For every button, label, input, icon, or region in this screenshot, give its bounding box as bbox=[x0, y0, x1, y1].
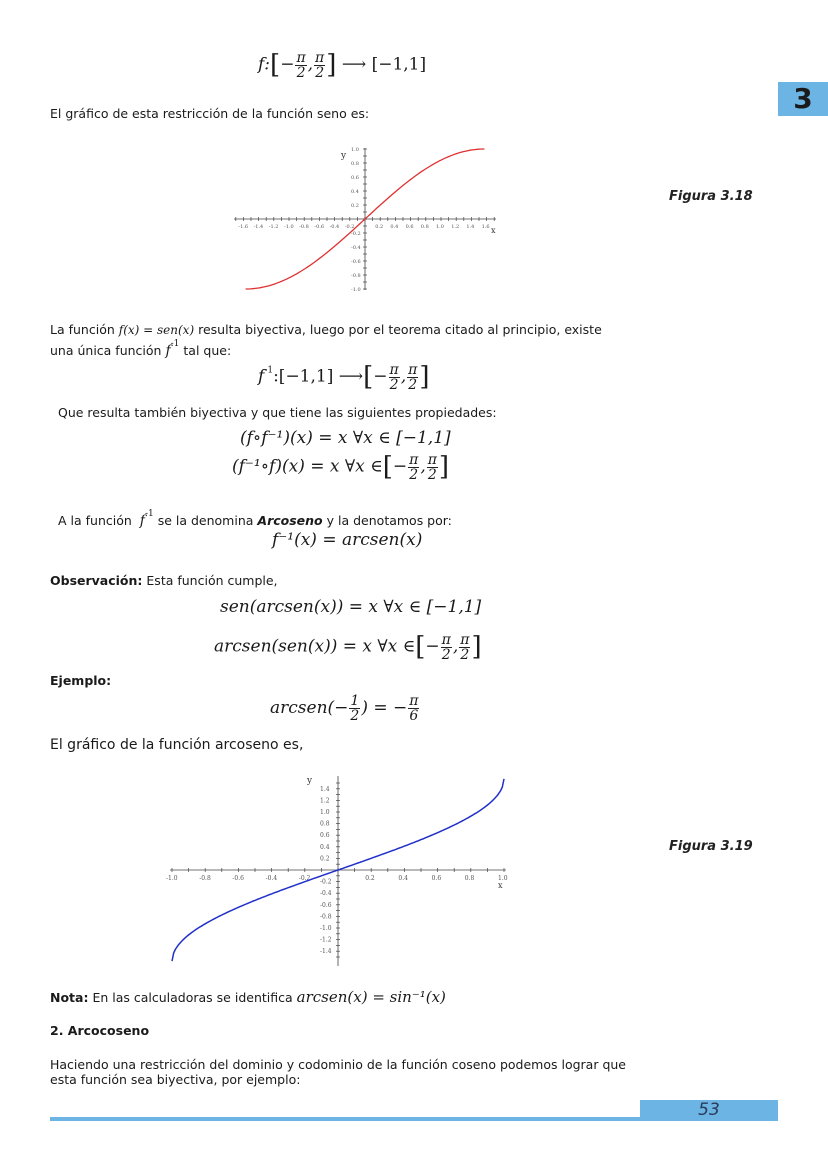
frac-num: π bbox=[315, 49, 325, 66]
formula-domain: f:[− $\frac{\pi}{2}$ , $\frac{\pi}{2}$ ] ⟶ [−1,1] bbox=[258, 49, 427, 81]
svg-text:0.4: 0.4 bbox=[398, 875, 408, 882]
text: La función bbox=[50, 322, 115, 337]
figure-label-3-18: Figura 3.18 bbox=[669, 189, 753, 204]
svg-text:-1.2: -1.2 bbox=[320, 936, 332, 944]
arcsen-graph-text: El gráfico de la función arcoseno es, bbox=[50, 737, 304, 753]
nota-label: Nota: bbox=[50, 990, 89, 1005]
text: En las calculadoras se identifica bbox=[92, 990, 293, 1005]
observacion-formula-2: arcsen(sen(x)) = x ∀x ∈[− $\frac{\pi}{2}$ , $\frac{\pi}{2}$ ] bbox=[214, 631, 482, 663]
formula-lhs: f: bbox=[258, 54, 271, 75]
formula-rhs: ⟶ [−1,1] bbox=[341, 54, 427, 75]
svg-text:-1.0: -1.0 bbox=[284, 224, 294, 230]
y-axis-label: y bbox=[307, 776, 313, 786]
svg-text:0.8: 0.8 bbox=[320, 820, 330, 828]
text: una única función bbox=[50, 343, 162, 358]
svg-text:1.0: 1.0 bbox=[351, 147, 359, 153]
svg-text:-0.6: -0.6 bbox=[351, 259, 361, 265]
svg-text:-0.6: -0.6 bbox=[320, 901, 332, 909]
svg-text:-0.8: -0.8 bbox=[299, 224, 309, 230]
text: resulta biyectiva, luego por el teorema citado al principio, existe bbox=[198, 322, 602, 337]
svg-text:0.6: 0.6 bbox=[320, 832, 330, 840]
svg-text:-1.0: -1.0 bbox=[351, 287, 361, 293]
nota-line bbox=[50, 990, 446, 1005]
svg-text:-0.2: -0.2 bbox=[351, 231, 361, 237]
figure-label-3-19: Figura 3.19 bbox=[669, 839, 753, 854]
svg-text:0.2: 0.2 bbox=[351, 203, 359, 209]
ejemplo-label: Ejemplo: bbox=[50, 673, 112, 688]
formula-mid: :[−1,1] ⟶ bbox=[273, 366, 364, 387]
svg-text:-0.8: -0.8 bbox=[351, 273, 361, 279]
svg-text:0.8: 0.8 bbox=[420, 224, 429, 230]
svg-text:0.4: 0.4 bbox=[351, 189, 359, 195]
svg-text:0.8: 0.8 bbox=[464, 875, 475, 882]
paragraph-biyectiva bbox=[50, 322, 602, 338]
svg-text:0.4: 0.4 bbox=[320, 843, 330, 851]
superscript: -1 bbox=[264, 365, 274, 376]
paragraph-unica: una única función $f^{-1}$ tal que: bbox=[50, 339, 232, 359]
svg-text:-0.4: -0.4 bbox=[265, 875, 278, 882]
observacion-line bbox=[50, 573, 278, 588]
page-number: 53 bbox=[640, 1100, 778, 1121]
properties-intro: Que resulta también biyectiva y que tiene las siguientes propiedades: bbox=[58, 405, 497, 420]
svg-text:0.2: 0.2 bbox=[320, 855, 330, 863]
section-title: 2. Arcocoseno bbox=[50, 1023, 150, 1038]
text: Esta función cumple, bbox=[146, 573, 278, 588]
svg-text:-1.0: -1.0 bbox=[320, 925, 332, 932]
svg-text:1.0: 1.0 bbox=[436, 224, 444, 230]
inline-math: arcsen(x) = sin⁻¹(x) bbox=[296, 988, 446, 1006]
svg-text:-0.4: -0.4 bbox=[329, 224, 340, 230]
svg-text:1.4: 1.4 bbox=[466, 224, 475, 230]
svg-text:-0.6: -0.6 bbox=[232, 875, 244, 882]
section-paragraph-1: Haciendo una restricción del dominio y codominio de la función coseno podemos lograr que bbox=[50, 1057, 626, 1072]
svg-text:-0.8: -0.8 bbox=[320, 913, 332, 921]
text: tal que: bbox=[183, 343, 232, 358]
denomina-line: A la función $f^{-1}$ se la denomina Arcoseno y la denotamos por: bbox=[58, 509, 452, 529]
svg-text:1.2: 1.2 bbox=[451, 224, 460, 230]
y-axis-label: y bbox=[341, 151, 347, 161]
ejemplo-formula: arcsen(− $\frac{1}{2}$ ) = − $\frac{\pi}{6}$ bbox=[270, 693, 419, 724]
svg-text:0.2: 0.2 bbox=[375, 224, 384, 230]
property-2-text: (f⁻¹∘f)(x) = x ∀x ∈ bbox=[232, 456, 383, 477]
svg-text:-0.2: -0.2 bbox=[298, 875, 311, 882]
svg-text:-1.6: -1.6 bbox=[238, 224, 249, 230]
text: y la denotamos por: bbox=[326, 513, 452, 528]
observacion-label: Observación: bbox=[50, 573, 143, 588]
text: se la denomina bbox=[157, 513, 254, 528]
arcsin-chart bbox=[160, 770, 520, 970]
svg-text:1.4: 1.4 bbox=[320, 785, 330, 793]
formula-inverse: $f^{-1}:[-1,1]$ ⟶[− $\frac{\pi}{2}$ , $\frac{\pi}{2}$ ] bbox=[258, 361, 430, 393]
formula-lhs: f bbox=[258, 366, 265, 387]
chapter-number-badge: 3 bbox=[778, 82, 828, 116]
svg-text:-0.4: -0.4 bbox=[351, 245, 361, 251]
svg-text:-0.2: -0.2 bbox=[320, 878, 332, 886]
svg-text:1.0: 1.0 bbox=[498, 875, 508, 882]
svg-text:0.8: 0.8 bbox=[351, 161, 359, 167]
svg-text:-1.0: -1.0 bbox=[166, 875, 178, 882]
property-2: (f⁻¹∘f)(x) = x ∀x ∈[− $\frac{\pi}{2}$ , $\frac{\pi}{2}$ ] bbox=[232, 451, 450, 483]
svg-text:-0.6: -0.6 bbox=[314, 224, 325, 230]
svg-text:-0.4: -0.4 bbox=[320, 890, 332, 898]
footer-rule bbox=[50, 1117, 640, 1121]
term-arcoseno: Arcoseno bbox=[257, 513, 323, 528]
svg-text:-1.4: -1.4 bbox=[253, 224, 264, 230]
def-arcsen: f⁻¹(x) = arcsen(x) bbox=[272, 530, 423, 550]
x-axis-label: x bbox=[498, 881, 503, 890]
property-1: (f∘f⁻¹)(x) = x ∀x ∈ [−1,1] bbox=[240, 428, 451, 448]
svg-text:1.2: 1.2 bbox=[320, 797, 330, 805]
svg-text:0.4: 0.4 bbox=[390, 224, 399, 230]
svg-text:0.6: 0.6 bbox=[405, 224, 414, 230]
svg-text:0.6: 0.6 bbox=[431, 875, 442, 882]
section-paragraph-2: esta función sea biyectiva, por ejemplo: bbox=[50, 1072, 301, 1087]
text: arcsen(sen(x)) = x ∀x ∈ bbox=[214, 636, 416, 657]
x-axis-label: x bbox=[491, 226, 496, 235]
svg-text:0.2: 0.2 bbox=[365, 875, 375, 882]
svg-text:1.6: 1.6 bbox=[481, 224, 490, 230]
frac-den: 2 bbox=[315, 64, 325, 81]
intro-graph-text: El gráfico de esta restricción de la función seno es: bbox=[50, 106, 370, 121]
svg-text:-0.8: -0.8 bbox=[199, 875, 211, 882]
svg-text:-1.2: -1.2 bbox=[268, 224, 279, 230]
inline-math: f(x) = sen(x) bbox=[118, 323, 195, 337]
frac-den: 2 bbox=[296, 64, 306, 81]
svg-text:-0.2: -0.2 bbox=[344, 224, 355, 230]
observacion-formula-1: sen(arcsen(x)) = x ∀x ∈ [−1,1] bbox=[220, 597, 482, 617]
svg-text:1.0: 1.0 bbox=[320, 809, 330, 816]
svg-text:0.6: 0.6 bbox=[351, 175, 359, 181]
frac-num: π bbox=[296, 49, 306, 66]
svg-text:-1.4: -1.4 bbox=[320, 948, 332, 956]
text: A la función bbox=[58, 513, 132, 528]
sine-chart bbox=[228, 140, 508, 295]
